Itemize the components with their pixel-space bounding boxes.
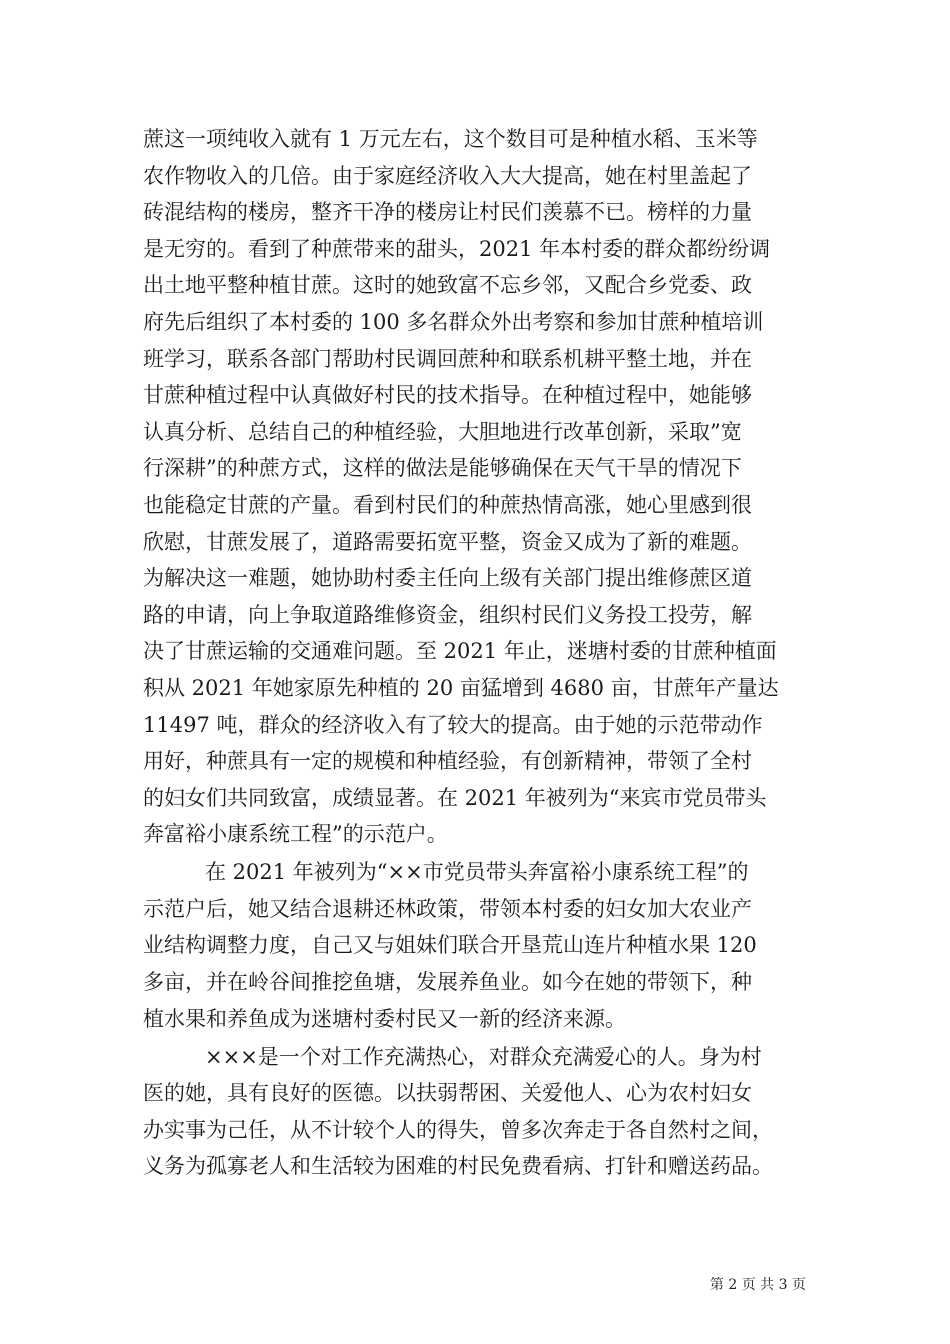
paragraph-first-line: 在 2021 年被列为“××市党员带头奔富裕小康系统工程”的 bbox=[205, 860, 749, 885]
page-number-footer: 第 2 页 共 3 页 bbox=[709, 1277, 806, 1293]
text-line: 的妇女们共同致富，成绩显著。在 2021 年被列为“来宾市党员带头 bbox=[143, 785, 767, 810]
text-line: 奔富裕小康系统工程”的示范户。 bbox=[143, 822, 448, 847]
text-line: 欣慰，甘蔗发展了，道路需要拓宽平整，资金又成为了新的难题。 bbox=[143, 529, 752, 554]
text-line: 积从 2021 年她家原先种植的 20 亩猛增到 4680 亩，甘蔗年产量达 bbox=[143, 675, 779, 700]
text-line: 路的申请，向上争取道路维修资金，组织村民们义务投工投劳，解 bbox=[143, 602, 752, 627]
text-line: 砖混结构的楼房，整齐干净的楼房让村民们羡慕不已。榜样的力量 bbox=[143, 200, 752, 225]
text-line: 农作物收入的几倍。由于家庭经济收入大大提高，她在村里盖起了 bbox=[143, 163, 752, 188]
text-line: 行深耕”的种蔗方式，这样的做法是能够确保在天气干旱的情况下 bbox=[143, 456, 742, 481]
text-line: 认真分析、总结自己的种植经验，大胆地进行改革创新，采取”宽 bbox=[143, 419, 742, 444]
text-line: 决了甘蔗运输的交通难问题。至 2021 年止，迷塘村委的甘蔗种植面 bbox=[143, 639, 777, 664]
text-line: 医的她，具有良好的医德。以扶弱帮困、关爱他人、心为农村妇女 bbox=[143, 1081, 752, 1106]
text-line: 是无穷的。看到了种蔗带来的甜头，2021 年本村委的群众都纷纷调 bbox=[143, 236, 771, 261]
text-line: 也能稳定甘蔗的产量。看到村民们的种蔗热情高涨，她心里感到很 bbox=[143, 492, 752, 517]
text-line: 甘蔗种植过程中认真做好村民的技术指导。在种植过程中，她能够 bbox=[143, 383, 752, 408]
text-line: 办实事为己任，从不计较个人的得失，曾多次奔走于各自然村之间， bbox=[143, 1117, 773, 1142]
text-line: 蔗这一项纯收入就有 1 万元左右，这个数目可是种植水稻、玉米等 bbox=[143, 127, 758, 151]
text-line: 义务为孤寡老人和生活较为困难的村民免费看病、打针和赠送药品。 bbox=[143, 1154, 773, 1179]
paragraph-first-line: ×××是一个对工作充满热心，对群众充满爱心的人。身为村 bbox=[205, 1044, 762, 1069]
text-line: 出土地平整种植甘蔗。这时的她致富不忘乡邻，又配合乡党委、政 bbox=[143, 273, 752, 298]
text-line: 业结构调整力度，自己又与姐妹们联合开垦荒山连片种植水果 120 bbox=[143, 933, 757, 958]
text-line: 11497 吨，群众的经济收入有了较大的提高。由于她的示范带动作 bbox=[143, 712, 763, 737]
text-line: 植水果和养鱼成为迷塘村委村民又一新的经济来源。 bbox=[143, 1006, 626, 1031]
text-line: 多亩，并在岭谷间推挖鱼塘，发展养鱼业。如今在她的带领下，种 bbox=[143, 970, 752, 995]
text-line: 用好，种蔗具有一定的规模和种植经验，有创新精神，带领了全村 bbox=[143, 749, 752, 774]
text-line: 示范户后，她又结合退耕还林政策，带领本村委的妇女加大农业产 bbox=[143, 896, 752, 921]
body-text bbox=[143, 121, 811, 1185]
text-line: 为解决这一难题，她协助村委主任向上级有关部门提出维修蔗区道 bbox=[143, 566, 752, 591]
text-line: 府先后组织了本村委的 100 多名群众外出考察和参加甘蔗种植培训 bbox=[143, 309, 764, 334]
text-line: 班学习，联系各部门帮助村民调回蔗种和联系机耕平整土地，并在 bbox=[143, 346, 752, 371]
